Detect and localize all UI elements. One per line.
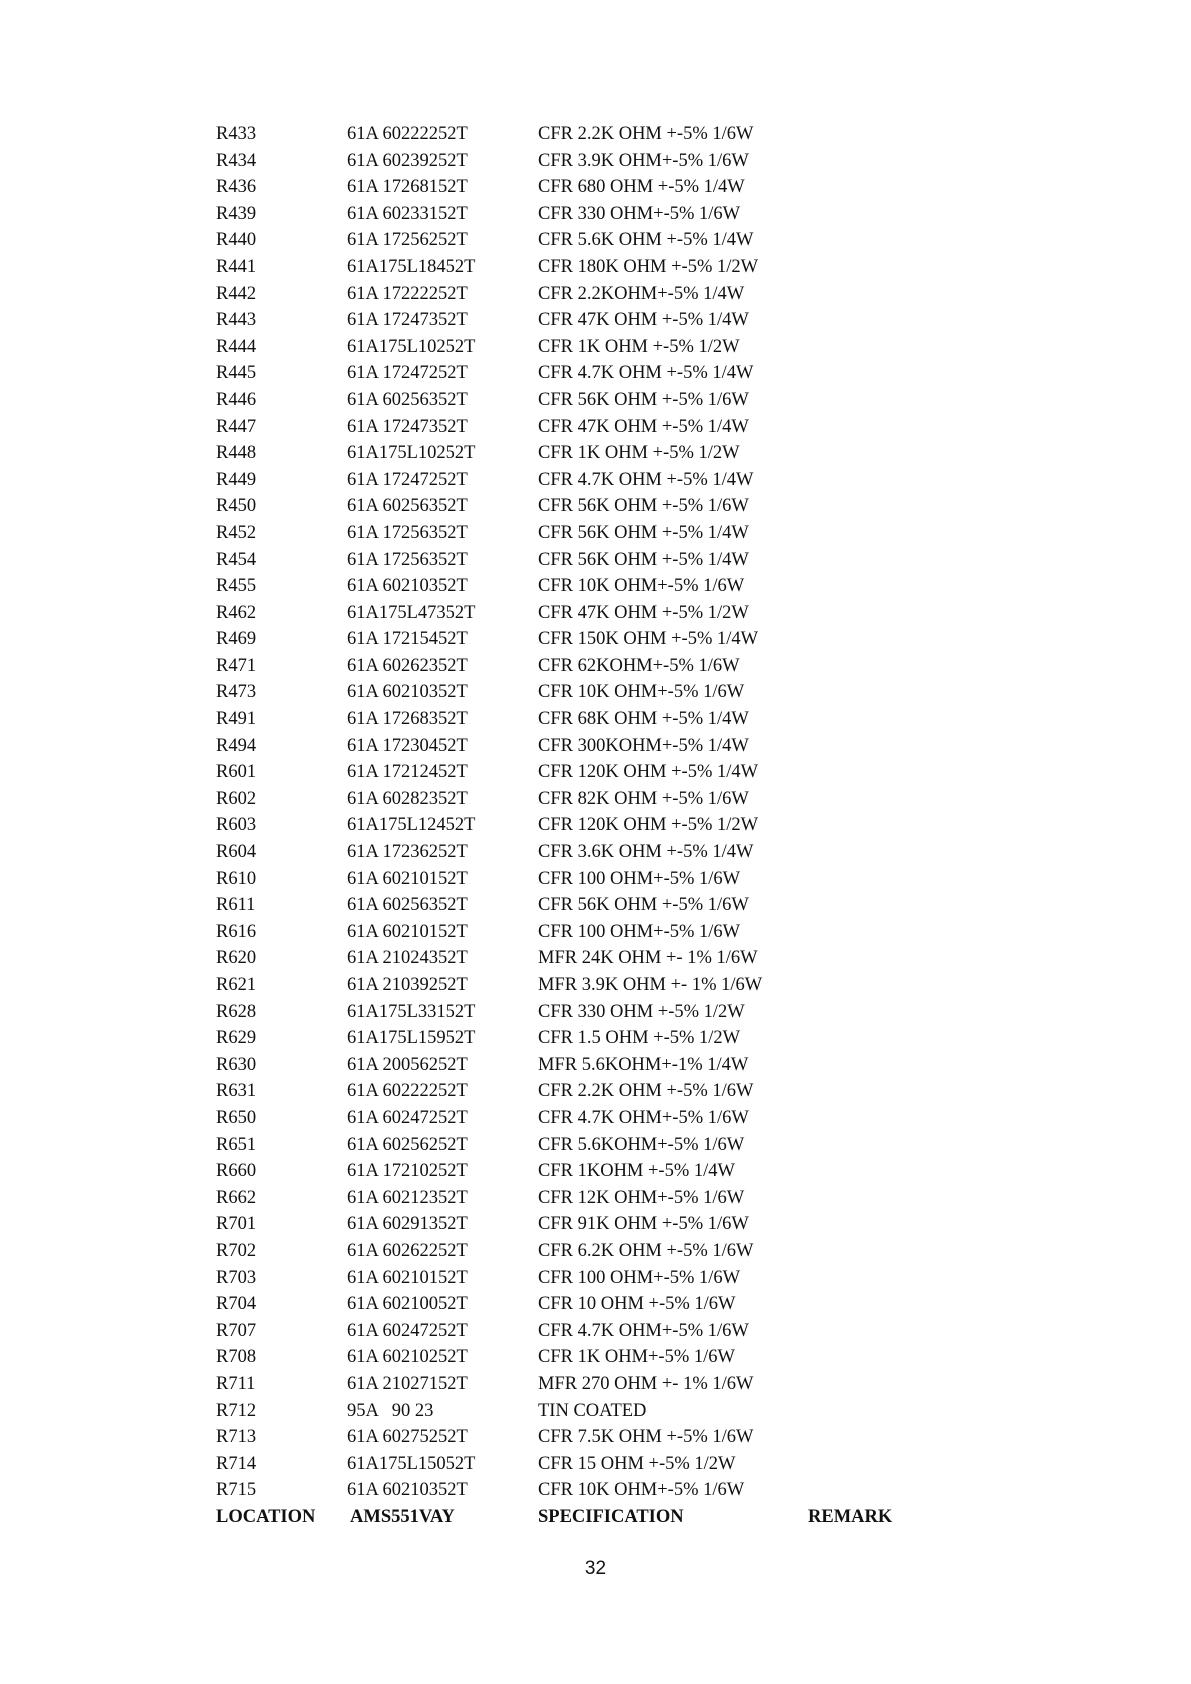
cell-specification: CFR 1.5 OHM +-5% 1/2W <box>538 1028 741 1049</box>
page-number: 32 <box>584 1558 607 1579</box>
table-row <box>216 1211 976 1238</box>
cell-location: R449 <box>216 469 257 490</box>
table-row <box>216 227 976 254</box>
table-row <box>216 600 976 627</box>
table-row <box>216 121 976 148</box>
cell-location: R455 <box>216 576 257 597</box>
cell-part-number: 61A 60262352T <box>347 655 468 676</box>
cell-specification: CFR 12K OHM+-5% 1/6W <box>538 1187 745 1208</box>
cell-specification: CFR 120K OHM +-5% 1/2W <box>538 815 759 836</box>
cell-specification: CFR 82K OHM +-5% 1/6W <box>538 788 749 809</box>
cell-location: R610 <box>216 868 257 889</box>
cell-specification: CFR 330 OHM+-5% 1/6W <box>538 203 741 224</box>
cell-location: R611 <box>216 895 256 916</box>
cell-location: R491 <box>216 709 257 730</box>
table-row <box>216 786 976 813</box>
cell-part-number: 61A 17215452T <box>347 629 468 650</box>
table-row <box>216 999 976 1026</box>
cell-specification: CFR 1K OHM+-5% 1/6W <box>538 1347 735 1368</box>
table-row <box>216 1451 976 1478</box>
cell-specification: CFR 56K OHM +-5% 1/4W <box>538 549 749 570</box>
cell-location: R604 <box>216 842 257 863</box>
cell-location: R621 <box>216 975 257 995</box>
table-row <box>216 148 976 175</box>
cell-specification: CFR 4.7K OHM+-5% 1/6W <box>538 1107 749 1128</box>
table-row <box>216 307 976 334</box>
cell-location: R630 <box>216 1054 257 1075</box>
cell-part-number: 61A 60275252T <box>347 1427 468 1448</box>
table-row <box>216 334 976 361</box>
cell-location: R701 <box>216 1214 257 1235</box>
table-row <box>216 1158 976 1185</box>
cell-part-number: 61A175L10252T <box>347 443 476 464</box>
table-row <box>216 467 976 494</box>
table-row <box>216 1265 976 1292</box>
table-row <box>216 547 976 574</box>
cell-part-number: 61A 60256252T <box>347 1134 468 1155</box>
cell-specification: CFR 1KOHM +-5% 1/4W <box>538 1161 735 1182</box>
table-row <box>216 972 976 999</box>
cell-location: R444 <box>216 336 257 357</box>
cell-location: R662 <box>216 1187 257 1208</box>
table-row <box>216 653 976 680</box>
cell-part-number: 61A 17247352T <box>347 416 468 437</box>
cell-specification: CFR 100 OHM+-5% 1/6W <box>538 1267 741 1288</box>
cell-location: R471 <box>216 655 257 676</box>
cell-specification: CFR 10K OHM+-5% 1/6W <box>538 1480 745 1501</box>
cell-location: R448 <box>216 443 257 464</box>
cell-specification: CFR 56K OHM +-5% 1/4W <box>538 522 749 543</box>
cell-specification: CFR 56K OHM +-5% 1/6W <box>538 496 749 517</box>
table-row <box>216 254 976 281</box>
cell-specification: TIN COATED <box>538 1400 647 1421</box>
table-row <box>216 945 976 972</box>
cell-part-number: 61A 60247252T <box>347 1320 468 1341</box>
table-row <box>216 1238 976 1265</box>
cell-part-number: 61A175L18452T <box>347 256 476 277</box>
table-row <box>216 1424 976 1451</box>
cell-location: R629 <box>216 1028 257 1049</box>
cell-location: R715 <box>216 1480 257 1501</box>
cell-part-number: 61A175L33152T <box>347 1001 476 1022</box>
cell-part-number: 61A175L47352T <box>347 602 476 623</box>
cell-specification: CFR 330 OHM +-5% 1/2W <box>538 1001 745 1022</box>
table-row <box>216 281 976 308</box>
cell-location: R628 <box>216 1001 257 1022</box>
cell-specification: CFR 3.6K OHM +-5% 1/4W <box>538 842 754 863</box>
cell-specification: CFR 100 OHM+-5% 1/6W <box>538 921 741 942</box>
header-model: AMS551VAY <box>350 1506 455 1527</box>
cell-location: R708 <box>216 1347 257 1368</box>
table-row <box>216 573 976 600</box>
cell-specification: CFR 4.7K OHM+-5% 1/6W <box>538 1320 749 1341</box>
cell-location: R712 <box>216 1400 257 1421</box>
cell-specification: CFR 1K OHM +-5% 1/2W <box>538 336 740 357</box>
cell-location: R702 <box>216 1240 257 1261</box>
cell-part-number: 61A175L12452T <box>347 815 476 836</box>
cell-part-number: 61A 60233152T <box>347 203 468 224</box>
cell-location: R714 <box>216 1453 257 1474</box>
cell-part-number: 61A 21024352T <box>347 948 468 969</box>
table-row <box>216 733 976 760</box>
cell-part-number: 61A 60262252T <box>347 1240 468 1261</box>
cell-specification: CFR 4.7K OHM +-5% 1/4W <box>538 363 754 384</box>
cell-specification: CFR 150K OHM +-5% 1/4W <box>538 629 759 650</box>
cell-part-number: 61A 60291352T <box>347 1214 468 1235</box>
cell-part-number: 61A 60222252T <box>347 1081 468 1102</box>
cell-location: R439 <box>216 203 257 224</box>
parts-list-table <box>216 121 976 1530</box>
table-row <box>216 1398 976 1425</box>
cell-location: R601 <box>216 762 257 783</box>
cell-specification: CFR 180K OHM +-5% 1/2W <box>538 256 759 277</box>
cell-part-number: 61A 60212352T <box>347 1187 468 1208</box>
table-row <box>216 1132 976 1159</box>
cell-part-number: 61A 60210352T <box>347 1480 468 1501</box>
cell-part-number: 61A 60210252T <box>347 1347 468 1368</box>
table-row <box>216 201 976 228</box>
cell-specification: CFR 2.2K OHM +-5% 1/6W <box>538 124 754 144</box>
cell-part-number: 61A 60239252T <box>347 150 468 171</box>
cell-specification: MFR 24K OHM +- 1% 1/6W <box>538 948 758 969</box>
cell-part-number: 61A 17268152T <box>347 177 468 198</box>
cell-part-number: 61A 20056252T <box>347 1054 468 1075</box>
parts-list-rows <box>216 121 976 1504</box>
cell-specification: CFR 62KOHM+-5% 1/6W <box>538 655 740 676</box>
cell-part-number: 61A 17268352T <box>347 709 468 730</box>
table-row <box>216 866 976 893</box>
cell-part-number: 61A 60256352T <box>347 496 468 517</box>
cell-part-number: 61A 17256352T <box>347 549 468 570</box>
table-row <box>216 360 976 387</box>
cell-specification: CFR 10 OHM +-5% 1/6W <box>538 1294 736 1315</box>
cell-part-number: 61A175L10252T <box>347 336 476 357</box>
cell-specification: CFR 680 OHM +-5% 1/4W <box>538 177 745 198</box>
cell-specification: CFR 47K OHM +-5% 1/4W <box>538 416 749 437</box>
table-row <box>216 520 976 547</box>
table-row <box>216 626 976 653</box>
cell-location: R445 <box>216 363 257 384</box>
cell-part-number: 61A 17222252T <box>347 283 468 304</box>
cell-location: R711 <box>216 1373 256 1394</box>
cell-specification: CFR 100 OHM+-5% 1/6W <box>538 868 741 889</box>
cell-specification: MFR 3.9K OHM +- 1% 1/6W <box>538 975 763 995</box>
table-row <box>216 1105 976 1132</box>
cell-part-number: 61A 60222252T <box>347 124 468 144</box>
table-row <box>216 1052 976 1079</box>
cell-specification: CFR 56K OHM +-5% 1/6W <box>538 895 749 916</box>
table-row <box>216 414 976 441</box>
cell-specification: CFR 120K OHM +-5% 1/4W <box>538 762 759 783</box>
cell-specification: CFR 5.6K OHM +-5% 1/4W <box>538 230 754 251</box>
table-row <box>216 679 976 706</box>
table-row <box>216 1318 976 1345</box>
table-row <box>216 440 976 467</box>
cell-part-number: 61A 17247352T <box>347 310 468 331</box>
cell-specification: CFR 10K OHM+-5% 1/6W <box>538 576 745 597</box>
cell-specification: MFR 270 OHM +- 1% 1/6W <box>538 1373 754 1394</box>
cell-location: R443 <box>216 310 257 331</box>
cell-specification: CFR 2.2KOHM+-5% 1/4W <box>538 283 745 304</box>
cell-part-number: 95A 90 23 <box>347 1400 434 1421</box>
cell-specification: CFR 6.2K OHM +-5% 1/6W <box>538 1240 754 1261</box>
cell-location: R452 <box>216 522 257 543</box>
cell-location: R602 <box>216 788 257 809</box>
cell-location: R713 <box>216 1427 257 1448</box>
cell-part-number: 61A 60256352T <box>347 895 468 916</box>
cell-part-number: 61A 60210352T <box>347 682 468 703</box>
cell-specification: CFR 10K OHM+-5% 1/6W <box>538 682 745 703</box>
cell-location: R433 <box>216 124 257 144</box>
cell-specification: CFR 3.9K OHM+-5% 1/6W <box>538 150 749 171</box>
cell-specification: CFR 47K OHM +-5% 1/4W <box>538 310 749 331</box>
cell-location: R434 <box>216 150 257 171</box>
table-row <box>216 1078 976 1105</box>
cell-location: R446 <box>216 389 257 410</box>
cell-location: R454 <box>216 549 257 570</box>
cell-specification: CFR 2.2K OHM +-5% 1/6W <box>538 1081 754 1102</box>
cell-specification: CFR 91K OHM +-5% 1/6W <box>538 1214 749 1235</box>
table-row <box>216 919 976 946</box>
table-row <box>216 812 976 839</box>
cell-specification: CFR 1K OHM +-5% 1/2W <box>538 443 740 464</box>
cell-location: R462 <box>216 602 257 623</box>
table-row <box>216 1477 976 1504</box>
cell-specification: CFR 7.5K OHM +-5% 1/6W <box>538 1427 754 1448</box>
cell-specification: MFR 5.6KOHM+-1% 1/4W <box>538 1054 749 1075</box>
table-row <box>216 387 976 414</box>
cell-location: R660 <box>216 1161 257 1182</box>
cell-location: R473 <box>216 682 257 703</box>
cell-part-number: 61A 60210152T <box>347 868 468 889</box>
cell-location: R603 <box>216 815 257 836</box>
header-remark: REMARK <box>808 1506 893 1527</box>
cell-specification: CFR 47K OHM +-5% 1/2W <box>538 602 749 623</box>
cell-part-number: 61A 17256352T <box>347 522 468 543</box>
cell-specification: CFR 15 OHM +-5% 1/2W <box>538 1453 736 1474</box>
cell-part-number: 61A 60256352T <box>347 389 468 410</box>
cell-part-number: 61A 17212452T <box>347 762 468 783</box>
cell-location: R616 <box>216 921 257 942</box>
cell-location: R440 <box>216 230 257 251</box>
table-row <box>216 839 976 866</box>
cell-part-number: 61A 17247252T <box>347 469 468 490</box>
cell-location: R436 <box>216 177 257 198</box>
cell-part-number: 61A 17256252T <box>347 230 468 251</box>
table-row <box>216 1185 976 1212</box>
cell-location: R651 <box>216 1134 257 1155</box>
cell-location: R441 <box>216 256 257 277</box>
cell-part-number: 61A 60210152T <box>347 921 468 942</box>
cell-location: R704 <box>216 1294 257 1315</box>
table-row <box>216 706 976 733</box>
cell-part-number: 61A 17230452T <box>347 735 468 756</box>
cell-part-number: 61A 17210252T <box>347 1161 468 1182</box>
cell-part-number: 61A175L15052T <box>347 1453 476 1474</box>
cell-location: R620 <box>216 948 257 969</box>
cell-specification: CFR 300KOHM+-5% 1/4W <box>538 735 749 756</box>
table-row <box>216 174 976 201</box>
cell-location: R707 <box>216 1320 257 1341</box>
cell-location: R447 <box>216 416 257 437</box>
cell-location: R494 <box>216 735 257 756</box>
cell-part-number: 61A 60247252T <box>347 1107 468 1128</box>
table-row <box>216 892 976 919</box>
cell-specification: CFR 56K OHM +-5% 1/6W <box>538 389 749 410</box>
cell-specification: CFR 5.6KOHM+-5% 1/6W <box>538 1134 745 1155</box>
cell-location: R450 <box>216 496 257 517</box>
cell-part-number: 61A 21039252T <box>347 975 468 995</box>
cell-specification: CFR 68K OHM +-5% 1/4W <box>538 709 749 730</box>
table-row <box>216 1025 976 1052</box>
header-specification: SPECIFICATION <box>538 1506 684 1527</box>
table-row <box>216 493 976 520</box>
header-location: LOCATION <box>216 1506 316 1527</box>
table-row <box>216 759 976 786</box>
cell-location: R469 <box>216 629 257 650</box>
table-row <box>216 1291 976 1318</box>
cell-location: R631 <box>216 1081 257 1102</box>
cell-part-number: 61A 60210052T <box>347 1294 468 1315</box>
cell-part-number: 61A 60210352T <box>347 576 468 597</box>
cell-part-number: 61A 17236252T <box>347 842 468 863</box>
table-row <box>216 1371 976 1398</box>
cell-part-number: 61A 21027152T <box>347 1373 468 1394</box>
cell-part-number: 61A 60210152T <box>347 1267 468 1288</box>
cell-specification: CFR 4.7K OHM +-5% 1/4W <box>538 469 754 490</box>
cell-location: R650 <box>216 1107 257 1128</box>
table-header-row <box>216 1504 976 1531</box>
cell-part-number: 61A 60282352T <box>347 788 468 809</box>
cell-location: R703 <box>216 1267 257 1288</box>
cell-part-number: 61A 17247252T <box>347 363 468 384</box>
cell-part-number: 61A175L15952T <box>347 1028 476 1049</box>
cell-location: R442 <box>216 283 257 304</box>
table-row <box>216 1344 976 1371</box>
